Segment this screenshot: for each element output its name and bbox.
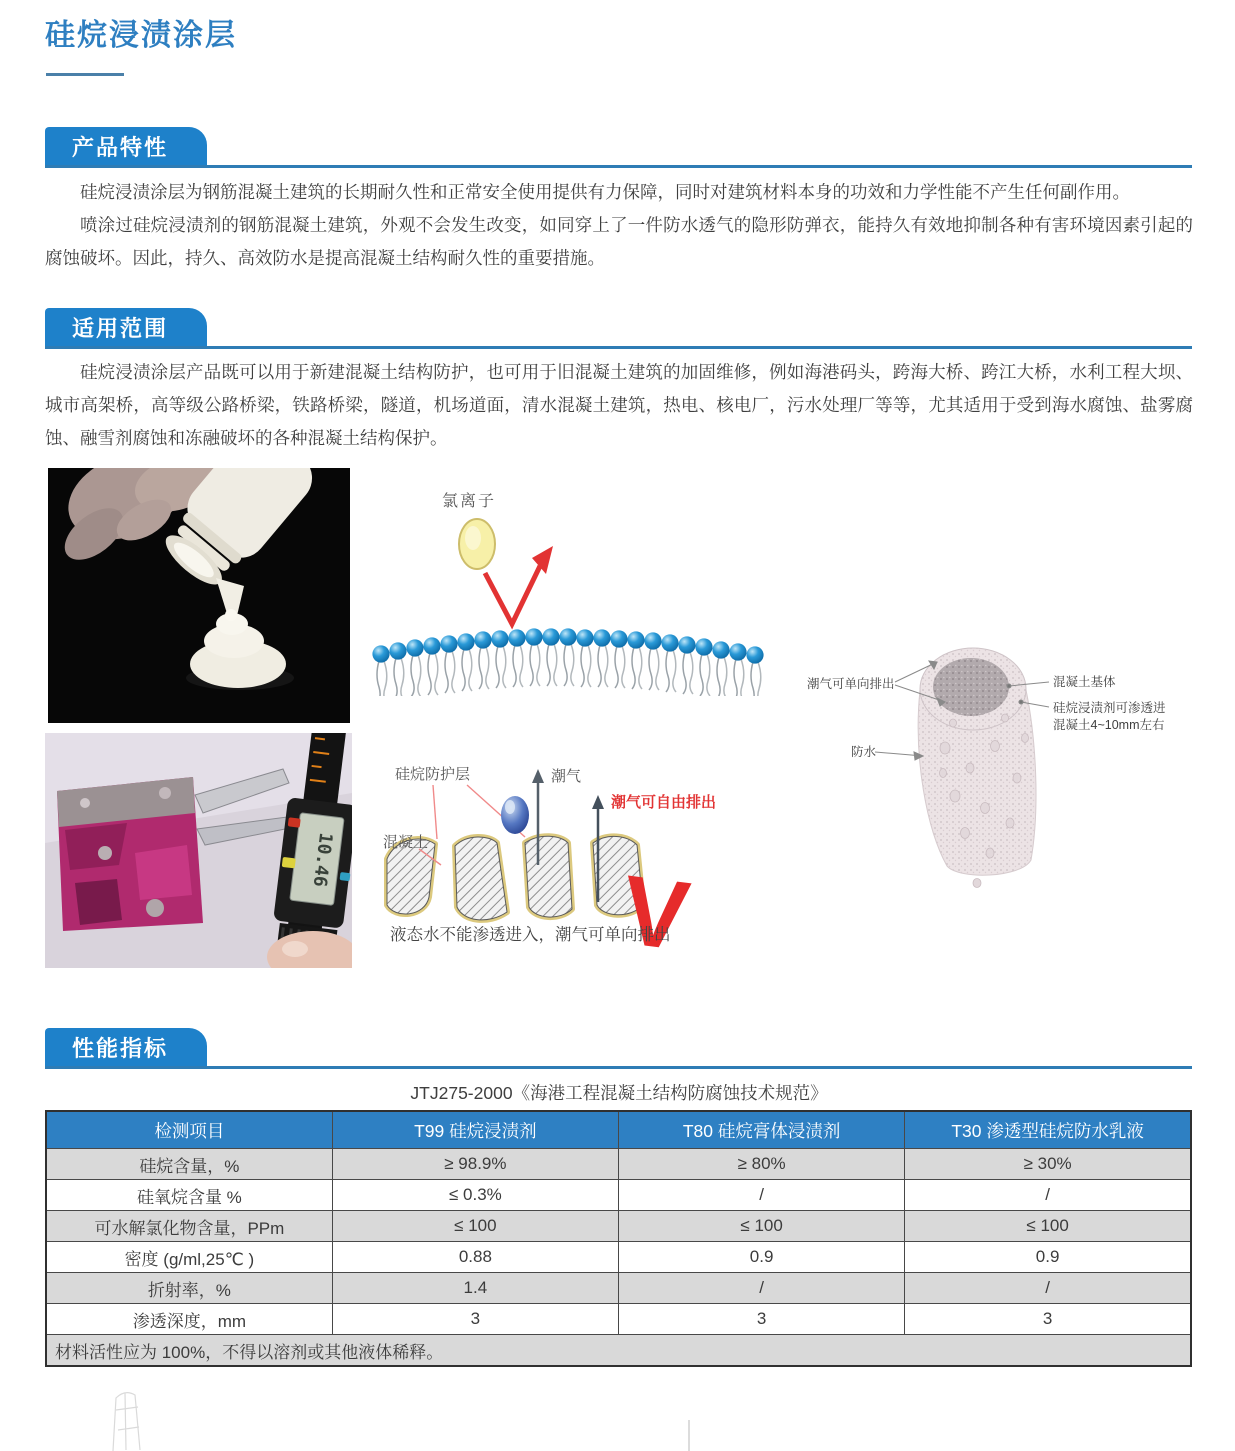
column-header: T99 硅烷浸渍剂: [332, 1111, 618, 1149]
concrete-matrix-label: 混凝土基体: [1053, 675, 1116, 689]
table-cell: 3: [332, 1304, 618, 1335]
watermark-antenna-line: [688, 1420, 690, 1451]
section-tab-application-scope: [45, 308, 207, 346]
check-mark: V: [616, 854, 695, 972]
page-title: 硅烷浸渍涂层: [45, 19, 237, 52]
table-cell: /: [619, 1180, 905, 1211]
table-cell: /: [905, 1180, 1191, 1211]
table-cell: 渗透深度，mm: [46, 1304, 332, 1335]
column-header: T30 渗透型硅烷防水乳液: [905, 1111, 1191, 1149]
table-cell: ≥ 30%: [905, 1149, 1191, 1180]
waterproof-label: 防水: [851, 745, 877, 759]
table-cell: 0.9: [619, 1242, 905, 1273]
table-cell: /: [619, 1273, 905, 1304]
column-header: 检测项目: [46, 1111, 332, 1149]
table-footnote: 材料活性应为 100%，不得以溶剂或其他液体稀释。: [46, 1335, 1191, 1367]
product-features-text: [45, 176, 1193, 275]
section-tab-product-features: [45, 127, 207, 165]
table-cell: ≤ 100: [332, 1211, 618, 1242]
free-exit-label: 潮气可自由排出: [611, 794, 717, 811]
table-cell: ≥ 98.9%: [332, 1149, 618, 1180]
table-row: [46, 1211, 1191, 1242]
moisture-label: 潮气: [551, 768, 582, 785]
paragraph: 硅烷浸渍涂层为钢筋混凝土建筑的长期耐久性和正常安全使用提供有力保障，同时对建筑材料本身的功效和力学性能不产生任何副作用。: [80, 182, 1130, 202]
one-way-exit-label: 潮气可单向排出: [807, 677, 895, 691]
table-cell: ≤ 0.3%: [332, 1180, 618, 1211]
table-cell: 1.4: [332, 1273, 618, 1304]
column-header: T80 硅烷膏体浸渍剂: [619, 1111, 905, 1149]
caliper-lcd-reading: 10.46: [308, 831, 337, 888]
concrete-label: 混凝土: [383, 834, 429, 851]
thumbnail: [282, 941, 308, 957]
paragraph: 硅烷浸渍涂层产品既可以用于新建混凝土结构防护，也可用于旧混凝土建筑的加固维修，例如海港码头，跨海大桥、跨江大桥，水利工程大坝、城市高架桥，高等级公路桥梁，铁路桥梁，隧道，机场道面，清水混凝土建筑，热电、核电厂，污水处理厂等等，尤其适用于受到海水腐蚀、盐雾腐蚀、融雪剂腐蚀和冻融破坏的各种混凝土结构保护。: [45, 362, 1193, 448]
silane-diagram-caption: 液态水不能渗透进入，潮气可单向排出: [390, 926, 671, 944]
table-row: [46, 1180, 1191, 1211]
paragraph: 喷涂过硅烷浸渍剂的钢筋混凝土建筑，外观不会发生改变，如同穿上了一件防水透气的隐形防弹衣，能持久有效地抑制各种有害环境因素引起的腐蚀破坏。因此，持久、高效防水是提高混凝土结构耐久性的重要措施。: [45, 215, 1193, 268]
table-cell: ≤ 100: [619, 1211, 905, 1242]
table-cell: 折射率，%: [46, 1273, 332, 1304]
section-tab-performance-index: [45, 1028, 207, 1066]
section-tab-label: 产品特性: [72, 134, 169, 160]
table-cell: 可水解氯化物含量，PPm: [46, 1211, 332, 1242]
table-footnote-row: [46, 1335, 1191, 1367]
water-droplet: [501, 796, 529, 834]
table-cell: /: [905, 1273, 1191, 1304]
table-row: [46, 1149, 1191, 1180]
table-caption: JTJ275-2000《海港工程混凝土结构防腐蚀技术规范》: [410, 1083, 828, 1103]
diagram-chloride-ion-repelled: [372, 478, 770, 696]
diagram-silane-protective-layer: [375, 747, 775, 975]
chloride-ion-label: 氯离子: [442, 493, 497, 510]
photo-caliper-penetration-depth: [45, 733, 352, 968]
table-cell: 0.88: [332, 1242, 618, 1273]
table-cell: ≤ 100: [905, 1211, 1191, 1242]
table-cell: 硅氧烷含量 %: [46, 1180, 332, 1211]
table-cell: ≥ 80%: [619, 1149, 905, 1180]
section-rule-features: [45, 165, 1192, 168]
photo-silane-cream-pouring: [48, 468, 350, 723]
penetrate-label-1: 硅烷浸渍剂可渗透进: [1053, 701, 1166, 715]
table-row: [46, 1273, 1191, 1304]
silane-layer-label: 硅烷防护层: [395, 766, 471, 783]
diagram-impregnated-cylinder: [795, 628, 1210, 943]
table-row: [46, 1242, 1191, 1273]
application-scope-text: [45, 356, 1193, 455]
table-cell: 0.9: [905, 1242, 1191, 1273]
title-underline: [46, 73, 124, 76]
penetrate-label-2: 混凝土4~10mm左右: [1053, 718, 1165, 732]
table-cell: 3: [619, 1304, 905, 1335]
table-cell: 密度 (g/ml,25℃ ): [46, 1242, 332, 1273]
watermark-building-sketch: [95, 1388, 155, 1451]
section-rule-scope: [45, 346, 1192, 349]
section-rule-performance: [45, 1066, 1192, 1069]
table-header-row: [46, 1111, 1191, 1149]
performance-table: [45, 1110, 1192, 1367]
table-row: [46, 1304, 1191, 1335]
section-tab-label: 适用范围: [72, 315, 169, 341]
table-cell: 硅烷含量，%: [46, 1149, 332, 1180]
section-tab-label: 性能指标: [72, 1035, 169, 1061]
concrete-sample: [57, 777, 203, 931]
table-cell: 3: [905, 1304, 1191, 1335]
